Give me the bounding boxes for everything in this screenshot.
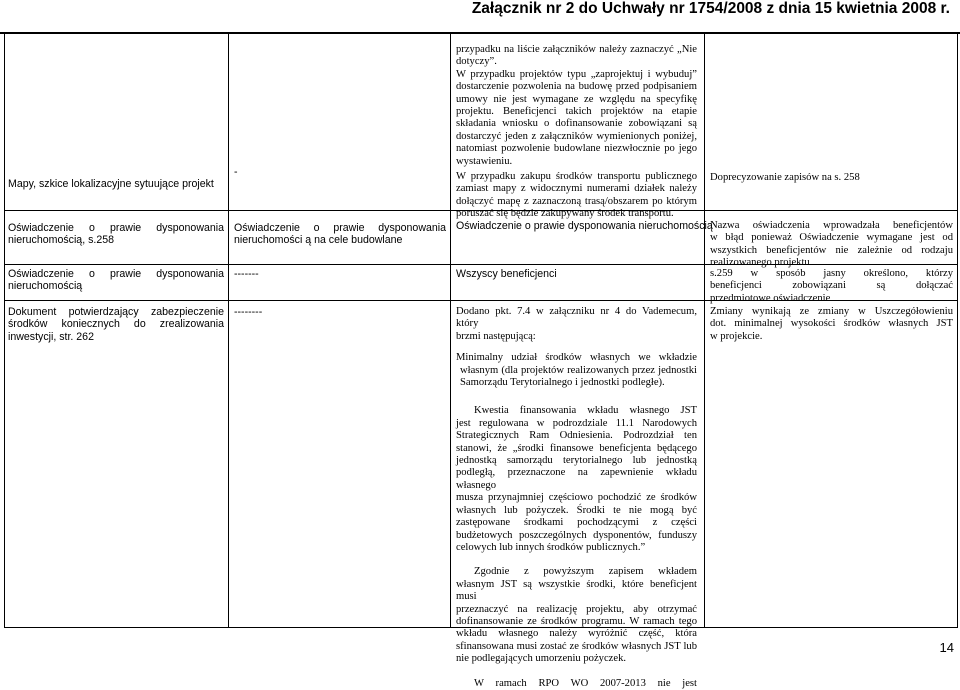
col1-row3-text: Oświadczenie o prawie dysponowania nieruchomością bbox=[8, 268, 224, 293]
col3-row3-text: Wszyscy beneficjenci bbox=[456, 268, 557, 280]
col3-row4-note: Dodano pkt. 7.4 w załączniku nr 4 do Vademecum, który brzmi następującą: Minimalny udział środków własnych we wkładzie własnym (dla projektów realizowanych przez jednostki Samorządu Terytorialnego i jednostki podległe). Kwestia finansowania wkładu własnego JST jest regulowana w podrozdziale 11.1 Narodowych Strategicznych Ram Odniesienia. Podrozdział ten stanowi, że „środki finansowe beneficjenta będącego jednostką samorządu terytorialnego lub jednostką podległą, przeznaczone na zapewnienie wkładu własnego musza przynajmniej częściowo pochodzić ze środków własnych lub pożyczek. Środki te nie mogą być zastępowane środkami pochodzącymi z części budżetowych poszczególnych dysponentów, funduszy celowych lub innych środków publicznych.” Zgodnie z powyższym zapisem wkładem własnym JST są wszystkie środki, które beneficjent musi przeznaczyć na realizację projektu, aby otrzymać dofinansowanie ze środków programu. W ramach tego wkładu własnego należy wyróżnić część, która sfinansowana musi zostać ze środków własnych JST lub nie podlegających umorzeniu pożyczek. W ramach RPO WO 2007-2013 nie jest bbox=[456, 306, 697, 689]
col3-row2-text: Oświadczenie o prawie dysponowania nieruchomością bbox=[456, 220, 713, 232]
col2-row3-text: ------- bbox=[234, 268, 259, 280]
col3-row1-paragraph-2: W przypadku zakupu środków transportu publicznego zamiast mapy z widocznymi numerami działek należy dołączyć mapę z zaznaczoną trasą/obszarem po którym poruszać się będzie zakupywany środek transportu. bbox=[456, 171, 697, 220]
col2-row4-text: -------- bbox=[234, 306, 263, 318]
col4-row1-text: Doprecyzowanie zapisów na s. 258 bbox=[710, 172, 860, 183]
col4-row4-text: Zmiany wynikają ze zmiany w Uszczegółowieniu dot. minimalnej wysokości środków własnych JST w projekcie. bbox=[710, 306, 953, 342]
column-divider-3 bbox=[704, 34, 705, 628]
table-border-left bbox=[4, 34, 5, 628]
document-header-title: Załącznik nr 2 do Uchwały nr 1754/2008 z dnia 15 kwietnia 2008 r. bbox=[471, 0, 950, 17]
col2-row1-text: - bbox=[234, 166, 238, 178]
col3-row1-paragraph-1: przypadku na liście załączników należy zaznaczyć „Nie dotyczy”. W przypadku projektów typu „zaprojektuj i wybuduj” dostarczenie pozwolenia na budowę przed podpisaniem umowy nie jest wymagane ze względu na specyfikę projektu. Beneficjenci takich projektów na etapie składania wniosku o dofinansowanie zobowiązani są dostarczyć jeden z załączników wymienionych poniżej, natomiast pozwolenie budowlane niezwłocznie po jego wystawieniu. bbox=[456, 44, 697, 167]
col1-row4-text: Dokument potwierdzający zabezpieczenie środków koniecznych do zrealizowania inwestycji, str. 262 bbox=[8, 306, 224, 343]
col2-row2-text: Oświadczenie o prawie dysponowania nieruchomości ą na cele budowlane bbox=[234, 222, 446, 247]
col1-row1-text: Mapy, szkice lokalizacyjne sytuujące projekt bbox=[8, 178, 214, 190]
page-number: 14 bbox=[939, 640, 954, 655]
col1-row2-text: Oświadczenie o prawie dysponowania nieruchomością, s.258 bbox=[8, 222, 224, 247]
table-border-right bbox=[957, 34, 958, 628]
col4-row3-text: s.259 w sposób jasny określono, którzy beneficjenci zobowiązani są dołączać przedmiotowe oświadczenie bbox=[710, 268, 953, 304]
col4-row2-text: Nazwa oświadczenia wprowadzała beneficjentów w błąd ponieważ Oświadczenie wymagane jest od wszystkich beneficjentów nie zależnie od rodzaju realizowanego projektu bbox=[710, 220, 953, 269]
column-divider-1 bbox=[228, 34, 229, 628]
column-divider-2 bbox=[450, 34, 451, 628]
